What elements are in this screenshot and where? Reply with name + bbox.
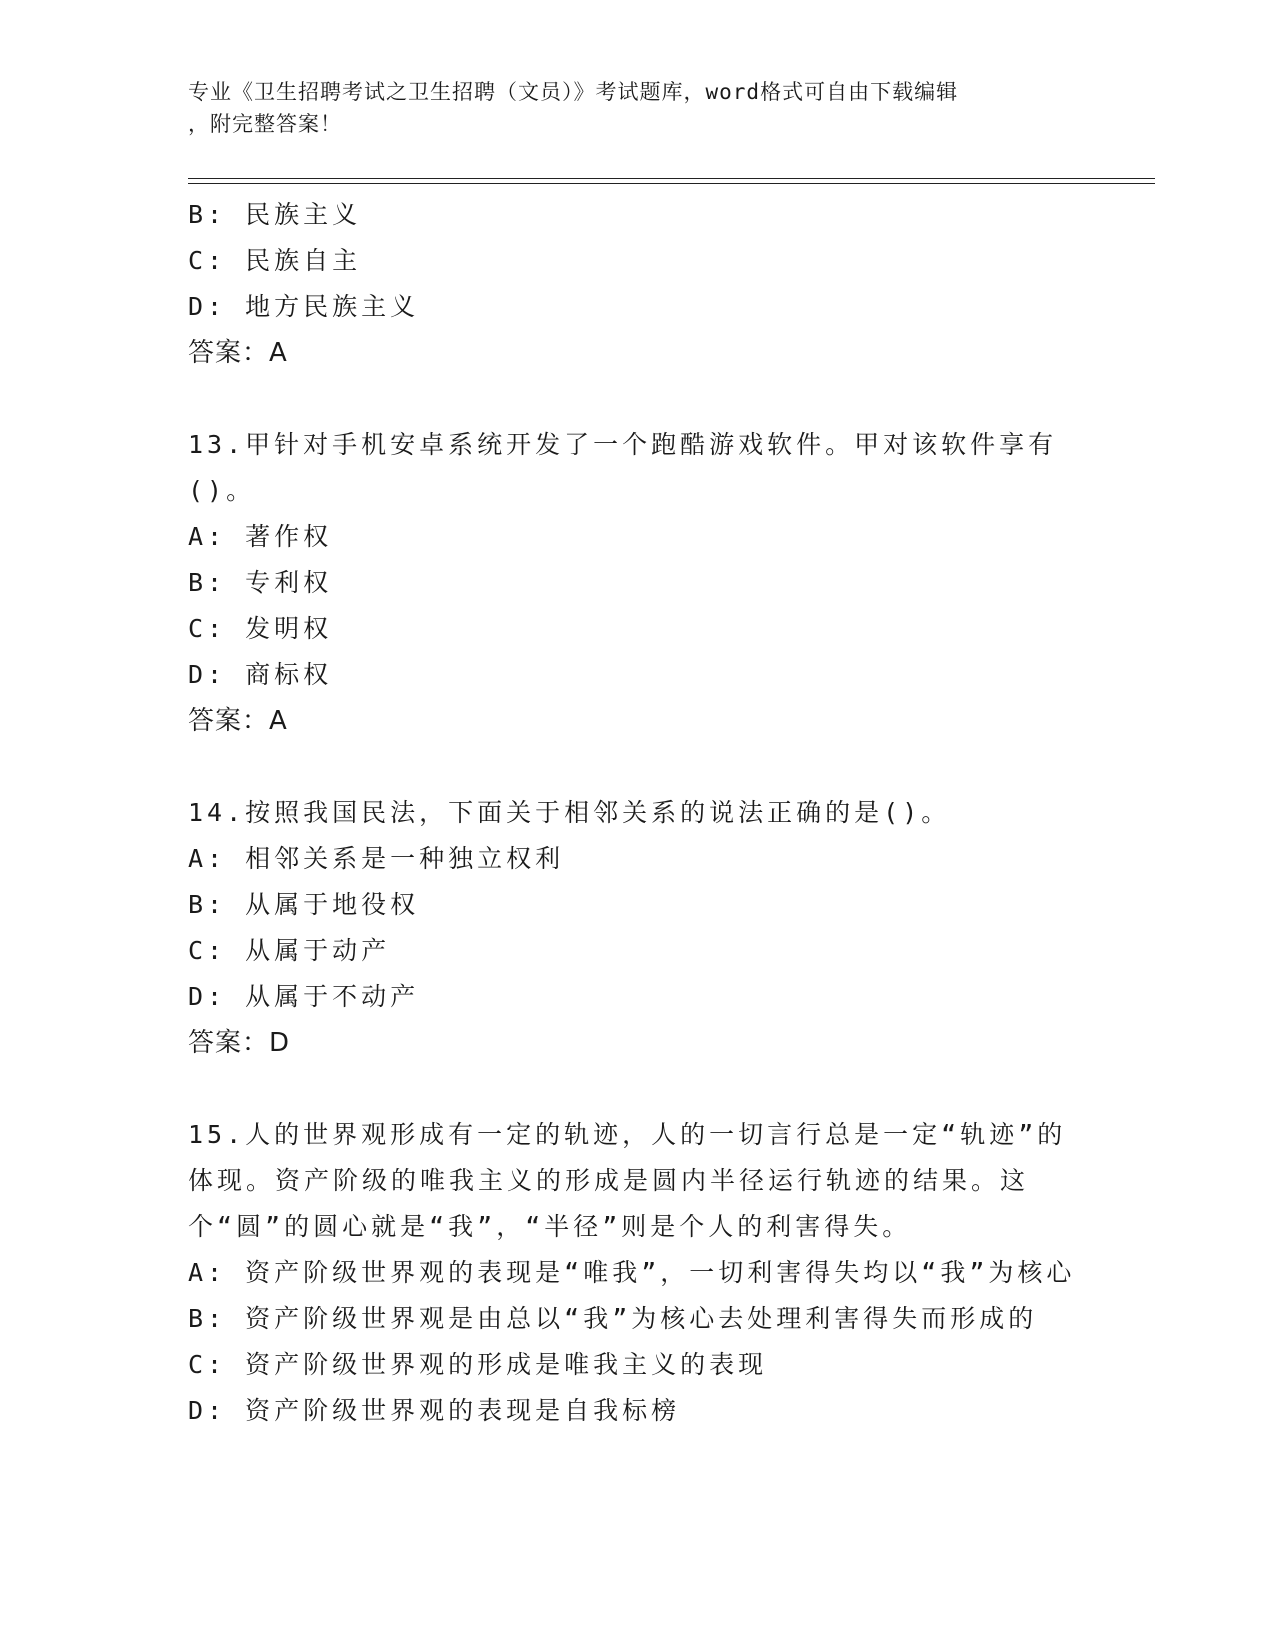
option-text: 发明权 [245,614,333,643]
option-label: A: [188,522,227,551]
question-12-tail [188,192,1078,376]
answer: 答案：A [188,338,288,368]
option-text: 地方民族主义 [245,292,420,321]
option-text: 民族自主 [245,246,362,275]
answer: 答案：A [188,706,288,736]
option-a [188,836,1078,882]
option-label: D: [188,292,227,321]
option-label: D: [188,660,227,689]
option-c [188,1342,1078,1388]
question-list [188,192,1078,1434]
option-text: 相邻关系是一种独立权利 [245,844,565,873]
header-divider-top [188,178,1155,179]
option-d [188,1388,1078,1434]
answer: 答案：D [188,1028,291,1058]
option-text: 资产阶级世界观的表现是“唯我”，一切利害得失均以“我”为核心 [245,1258,1076,1287]
option-a [188,1250,1078,1296]
question-13 [188,422,1078,744]
option-d [188,652,1078,698]
option-label: D: [188,982,227,1011]
option-label: B: [188,1304,227,1333]
option-label: B: [188,200,227,229]
option-label: C: [188,1350,227,1379]
document-header [188,76,1068,140]
option-text: 资产阶级世界观是由总以“我”为核心去处理利害得失而形成的 [245,1304,1038,1333]
option-b [188,560,1078,606]
question-stem: 15.人的世界观形成有一定的轨迹，人的一切言行总是一定“轨迹”的体现。资产阶级的唯我主义的形成是圆内半径运行轨迹的结果。这个“圆”的圆心就是“我”，“半径”则是个人的利害得失。 [188,1120,1067,1241]
option-label: A: [188,1258,227,1287]
option-text: 资产阶级世界观的表现是自我标榜 [245,1396,681,1425]
option-b [188,192,1078,238]
option-text: 民族主义 [245,200,362,229]
question-14 [188,790,1078,1066]
option-text: 从属于不动产 [245,982,420,1011]
option-a [188,514,1078,560]
question-stem: 13.甲针对手机安卓系统开发了一个跑酷游戏软件。甲对该软件享有()。 [188,430,1058,505]
question-15 [188,1112,1078,1434]
option-text: 专利权 [245,568,333,597]
option-b [188,882,1078,928]
option-text: 资产阶级世界观的形成是唯我主义的表现 [245,1350,768,1379]
question-stem: 14.按照我国民法，下面关于相邻关系的说法正确的是()。 [188,798,951,827]
option-text: 从属于地役权 [245,890,420,919]
option-text: 著作权 [245,522,333,551]
option-d [188,974,1078,1020]
option-c [188,606,1078,652]
option-c [188,928,1078,974]
option-text: 商标权 [245,660,333,689]
option-c [188,238,1078,284]
option-label: C: [188,936,227,965]
option-text: 从属于动产 [245,936,391,965]
option-label: D: [188,1396,227,1425]
option-label: B: [188,568,227,597]
header-divider-bottom [188,183,1155,184]
option-b [188,1296,1078,1342]
header-line-1: 专业《卫生招聘考试之卫生招聘（文员）》考试题库，word格式可自由下载编辑 [188,80,959,104]
option-d [188,284,1078,330]
option-label: B: [188,890,227,919]
option-label: C: [188,614,227,643]
header-line-2: ，附完整答案！ [188,112,342,136]
option-label: C: [188,246,227,275]
option-label: A: [188,844,227,873]
